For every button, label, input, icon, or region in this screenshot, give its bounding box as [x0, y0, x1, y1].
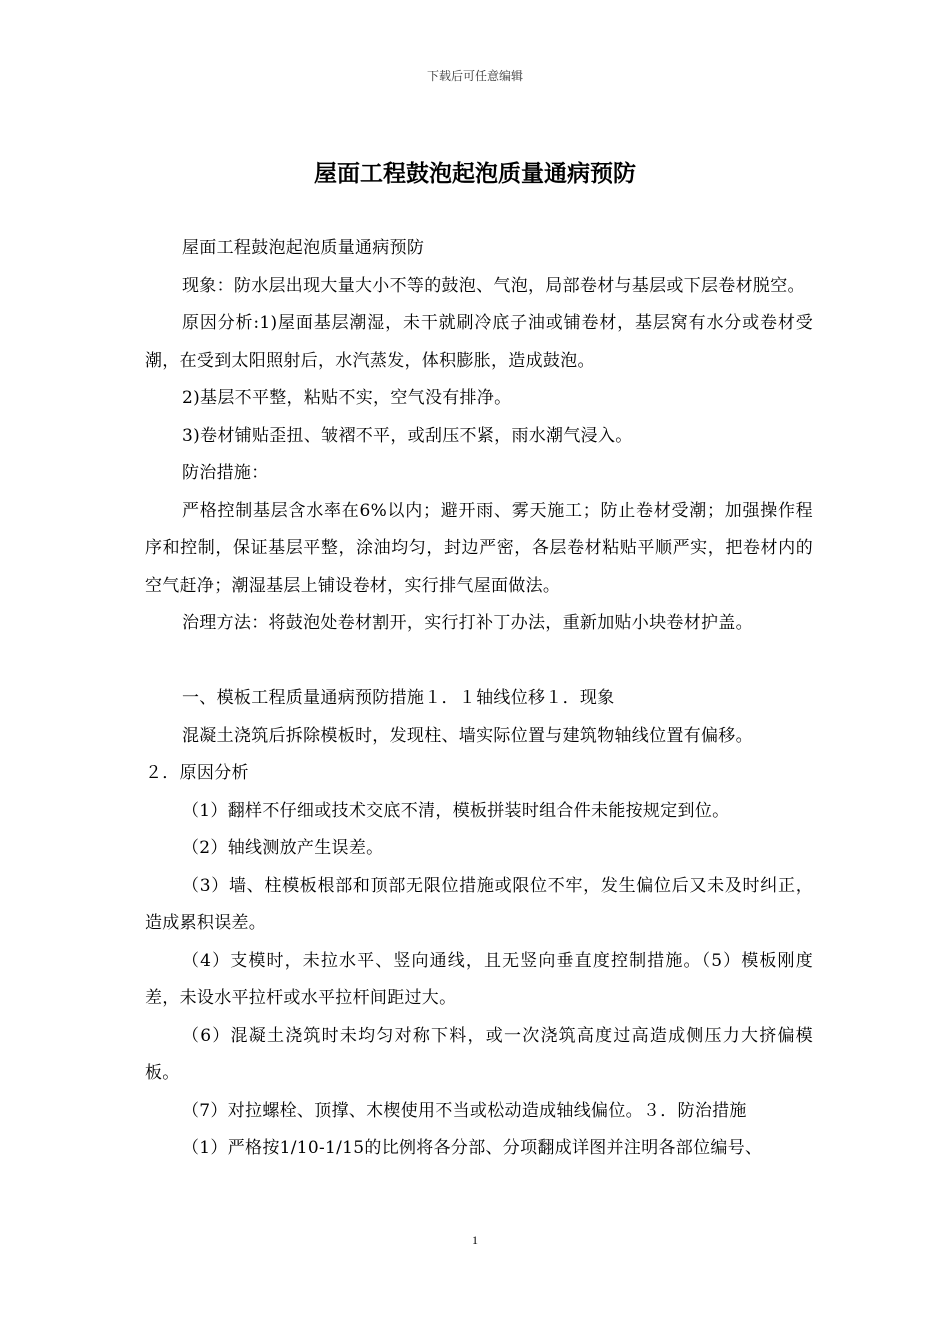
paragraph-formwork-cause-6: （6）混凝土浇筑时未均匀对称下料，或一次浇筑高度过高造成侧压力大挤偏模板。	[145, 1025, 813, 1083]
paragraph-formwork-cause-1: （1）翻样不仔细或技术交底不清，模板拼装时组合件未能按规定到位。	[182, 800, 730, 821]
document-body	[145, 230, 813, 1168]
paragraph-treatment: 治理方法：将鼓泡处卷材割开，实行打补丁办法，重新加贴小块卷材护盖。	[182, 613, 753, 633]
paragraph-prevention-heading: 防治措施：	[182, 463, 269, 483]
paragraph-formwork-measure-1: （1）严格按1/10-1/15的比例将各分部、分项翻成详图并注明各部位编号、	[182, 1138, 763, 1158]
paragraph-formwork-phenomenon: 混凝土浇筑后拆除模板时，发现柱、墙实际位置与建筑物轴线位置有偏移。	[182, 725, 753, 746]
page-header-note: 下载后可任意编辑	[426, 69, 523, 83]
paragraph-formwork-cause-4-5: （4）支模时，未拉水平、竖向通线，且无竖向垂直度控制措施。（5）模板刚度差，未设水平拉杆或水平拉杆间距过大。	[145, 950, 813, 1008]
page-number: 1	[472, 1233, 478, 1247]
paragraph-cause-1: 原因分析:1)屋面基层潮湿，未干就刷冷底子油或铺卷材，基层窝有水分或卷材受潮，在受到太阳照射后，水汽蒸发，体积膨胀，造成鼓泡。	[145, 313, 813, 371]
paragraph-phenomenon: 现象：防水层出现大量大小不等的鼓泡、气泡，局部卷材与基层或下层卷材脱空。	[182, 275, 805, 296]
paragraph-cause-2: 2)基层不平整，粘贴不实，空气没有排净。	[182, 388, 512, 408]
paragraph-cause-3: 3)卷材铺贴歪扭、皱褶不平，或刮压不紧，雨水潮气浸入。	[182, 425, 633, 446]
paragraph-formwork-cause-3: （3）墙、柱模板根部和顶部无限位措施或限位不牢，发生偏位后又未及时纠正，造成累积误差。	[145, 875, 813, 933]
section-spacer	[145, 643, 813, 681]
paragraph-formwork-cause-2: （2）轴线测放产生误差。	[182, 838, 384, 858]
paragraph-subtitle: 屋面工程鼓泡起泡质量通病预防	[182, 238, 425, 258]
paragraph-formwork-cause-7: （7）对拉螺栓、顶撑、木楔使用不当或松动造成轴线偏位。３．防治措施	[182, 1100, 747, 1121]
paragraph-prevention-measures: 严格控制基层含水率在6%以内；避开雨、雾天施工；防止卷材受潮；加强操作程序和控制，保证基层平整，涂油均匀，封边严密，各层卷材粘贴平顺严实，把卷材内的空气赶净；潮湿基层上铺设卷材，实行排气屋面做法。	[145, 500, 813, 596]
paragraph-cause-analysis-heading: ２．原因分析	[145, 763, 249, 783]
paragraph-section-heading: 一、模板工程质量通病预防措施１．１轴线位移１．现象	[182, 688, 615, 708]
document-title: 屋面工程鼓泡起泡质量通病预防	[314, 161, 636, 187]
